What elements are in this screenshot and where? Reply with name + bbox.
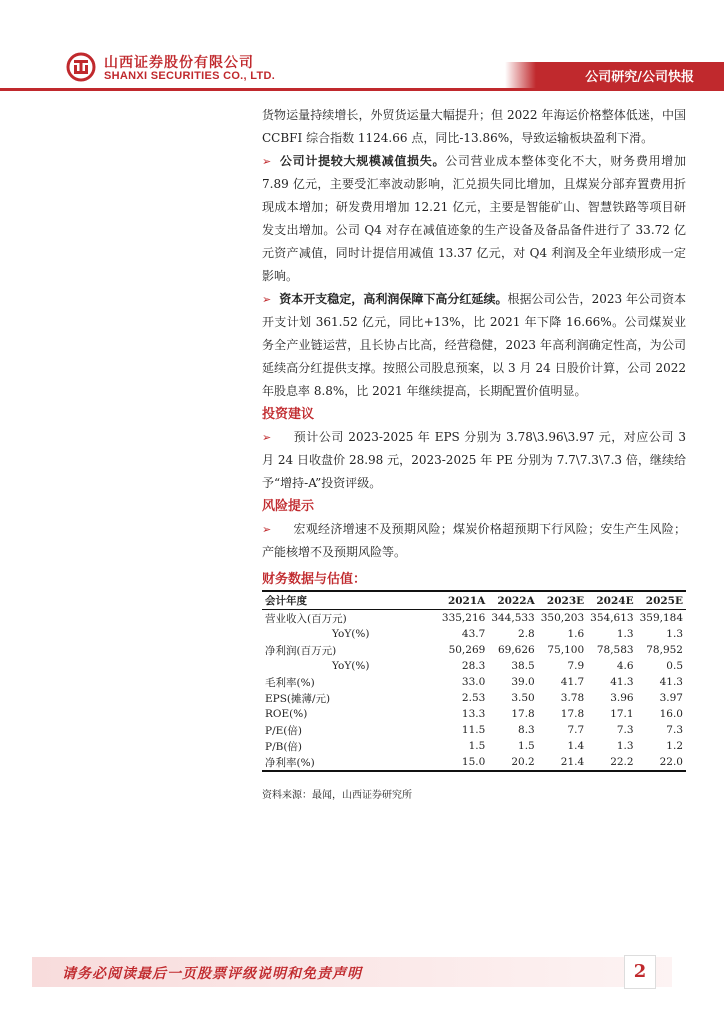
impairment-text: 公司营业成本整体变化不大，财务费用增加 7.89 亿元，主要受汇率波动影响，汇兑损失同比增加，且煤炭分部弃置费用折现成本增加；研发费用增加 12.21 亿元，主要是智能矿山、智慧铁路等项目研发支出增加。公司 Q4 对存在减值迹象的生产设备及备品备件进行了 33.72 亿元资产减值，同时计提信用减值 13.37 亿元，对 Q4 利润及全年业绩形成一定影响。 xyxy=(262,154,686,283)
header-cell: 会计年度 xyxy=(262,591,439,610)
table-cell: 8.3 xyxy=(518,724,535,736)
row-label: P/B(倍) xyxy=(265,740,303,753)
row-label: 净利润(百万元) xyxy=(265,644,337,657)
paragraph-risk xyxy=(262,518,686,564)
table-cell: 17.1 xyxy=(610,708,634,720)
table-cell: 78,583 xyxy=(596,644,634,656)
header-rule xyxy=(0,88,724,91)
table-cell: 11.5 xyxy=(461,724,486,736)
header-cell: 2023E xyxy=(538,591,587,610)
table-cell: 20.2 xyxy=(488,754,537,771)
risk-text: 宏观经济增速不及预期风险；煤炭价格超预期下行风险；安生产生风险；产能核增不及预期风险等。 xyxy=(262,522,686,559)
table-cell: 16.0 xyxy=(659,708,683,720)
table-cell: 1.5 xyxy=(518,740,535,752)
page-number: 2 xyxy=(624,955,656,989)
table-row xyxy=(262,706,686,722)
capex-text: 根据公司公告，2023 年公司资本开支计划 361.52 亿元，同比+13%，比 2021 年下降 16.66%。公司煤炭业务全产业链运营，且长协占比高，经营稳健，2023 年高利润确定性高，为公司延续高分红提供支撑。按照公司股息预案，以 3 月 24 日股价计算，公司 2022 年股息率 8.8%，比 2021 年继续提高，长期配置价值明显。 xyxy=(262,292,686,398)
report-body xyxy=(262,104,686,564)
table-cell: 7.7 xyxy=(567,724,585,736)
paragraph-impairment xyxy=(262,150,686,288)
table-cell: 354,613 xyxy=(590,612,634,624)
bullet-arrow-icon: ➢ xyxy=(262,155,272,168)
page-footer xyxy=(0,940,724,1024)
table-cell: 41.3 xyxy=(610,676,634,688)
table-cell: 17.8 xyxy=(560,708,585,720)
table-cell: 359,184 xyxy=(639,612,683,624)
table-cell: 41.7 xyxy=(560,676,585,688)
page-header xyxy=(0,0,724,90)
table-cell: 22.2 xyxy=(587,754,636,771)
table-header-row xyxy=(262,591,686,610)
header-cell: 2021A xyxy=(439,591,488,610)
investment-heading: 投资建议 xyxy=(262,407,315,422)
bullet-arrow-icon: ➢ xyxy=(262,293,272,306)
table-cell: 15.0 xyxy=(439,754,488,771)
table-cell: 50,269 xyxy=(448,644,486,656)
table-row xyxy=(262,690,686,706)
table-cell: 344,533 xyxy=(491,612,535,624)
table-row xyxy=(262,610,686,627)
table-cell: 1.6 xyxy=(567,628,585,640)
table-cell: 39.0 xyxy=(511,676,535,688)
table-cell: 69,626 xyxy=(497,644,535,656)
header-cell: 2022A xyxy=(488,591,537,610)
table-cell: 22.0 xyxy=(637,754,686,771)
table-cell: 43.7 xyxy=(461,628,486,640)
row-label: 营业收入(百万元) xyxy=(265,612,347,625)
table-title: 财务数据与估值： xyxy=(262,572,367,587)
table-cell: 7.3 xyxy=(616,724,634,736)
table-cell: 17.8 xyxy=(511,708,535,720)
table-cell: 1.4 xyxy=(567,740,585,752)
table-row xyxy=(262,738,686,754)
table-cell: 335,216 xyxy=(441,612,486,624)
capex-lead: 资本开支稳定，高利润保障下高分红延续。 xyxy=(279,292,508,306)
table-row xyxy=(262,674,686,690)
table-cell: 33.0 xyxy=(461,676,486,688)
impairment-lead: 公司计提较大规模减值损失。 xyxy=(279,154,446,168)
row-label: EPS(摊薄/元) xyxy=(265,692,331,705)
table-cell: 3.96 xyxy=(610,692,634,704)
table-row xyxy=(262,658,686,674)
header-band-fade xyxy=(505,62,536,88)
table-cell: 3.97 xyxy=(659,692,683,704)
table-cell: 13.3 xyxy=(461,708,486,720)
table-cell: 1.2 xyxy=(666,740,683,752)
row-label: 毛利率(%) xyxy=(265,676,315,689)
company-name-en: SHANXI SECURITIES CO., LTD. xyxy=(104,70,276,82)
table-row xyxy=(262,626,686,642)
table-row xyxy=(262,722,686,738)
table-cell: 350,203 xyxy=(540,612,585,624)
investment-text: 预计公司 2023-2025 年 EPS 分别为 3.78\3.96\3.97 元，对应公司 3 月 24 日收盘价 28.98 元，2023-2025 年 PE 分别为 7.7\7.3\7.3 倍，继续给予“增持-A”投资评级。 xyxy=(262,430,686,490)
table-cell: 1.3 xyxy=(616,628,634,640)
header-cell: 2024E xyxy=(587,591,636,610)
row-label: YoY(%) xyxy=(332,660,370,672)
paragraph-capex xyxy=(262,288,686,403)
financial-table xyxy=(262,590,686,772)
company-name-cn: 山西证券股份有限公司 xyxy=(104,55,254,71)
table-cell: 4.6 xyxy=(616,660,634,672)
disclaimer-link[interactable]: 请务必阅读最后一页股票评级说明和免责声明 xyxy=(62,966,362,982)
report-type-label: 公司研究/公司快报 xyxy=(585,70,694,85)
table-cell: 21.4 xyxy=(538,754,587,771)
table-row xyxy=(262,754,686,771)
company-logo-icon xyxy=(66,52,96,82)
row-label: 净利率(%) xyxy=(262,754,439,771)
table-cell: 1.3 xyxy=(666,628,683,640)
row-label: YoY(%) xyxy=(332,628,370,640)
header-cell: 2025E xyxy=(637,591,686,610)
paragraph-shipping: 货物运量持续增长，外贸货运量大幅提升；但 2022 年海运价格整体低迷，中国 CCBFI 综合指数 1124.66 点，同比-13.86%，导致运输板块盈利下滑。 xyxy=(262,108,686,145)
table-cell: 1.5 xyxy=(468,740,486,752)
table-source: 资料来源：最闻，山西证券研究所 xyxy=(262,790,412,801)
table-cell: 3.78 xyxy=(560,692,585,704)
table-cell: 3.50 xyxy=(511,692,535,704)
table-cell: 7.9 xyxy=(567,660,585,672)
table-row xyxy=(262,642,686,658)
table-cell: 2.53 xyxy=(461,692,486,704)
table-cell: 1.3 xyxy=(616,740,634,752)
table-cell: 41.3 xyxy=(659,676,683,688)
bullet-arrow-icon: ➢ xyxy=(262,523,272,536)
paragraph-investment xyxy=(262,426,686,495)
table-cell: 78,952 xyxy=(646,644,683,656)
table-cell: 7.3 xyxy=(666,724,683,736)
risk-heading: 风险提示 xyxy=(262,499,315,514)
table-cell: 75,100 xyxy=(547,644,585,656)
row-label: P/E(倍) xyxy=(265,724,302,737)
table-cell: 28.3 xyxy=(461,660,486,672)
row-label: ROE(%) xyxy=(265,708,308,720)
table-cell: 38.5 xyxy=(511,660,535,672)
bullet-arrow-icon: ➢ xyxy=(262,431,272,444)
table-cell: 2.8 xyxy=(518,628,535,640)
table-cell: 0.5 xyxy=(666,660,683,672)
